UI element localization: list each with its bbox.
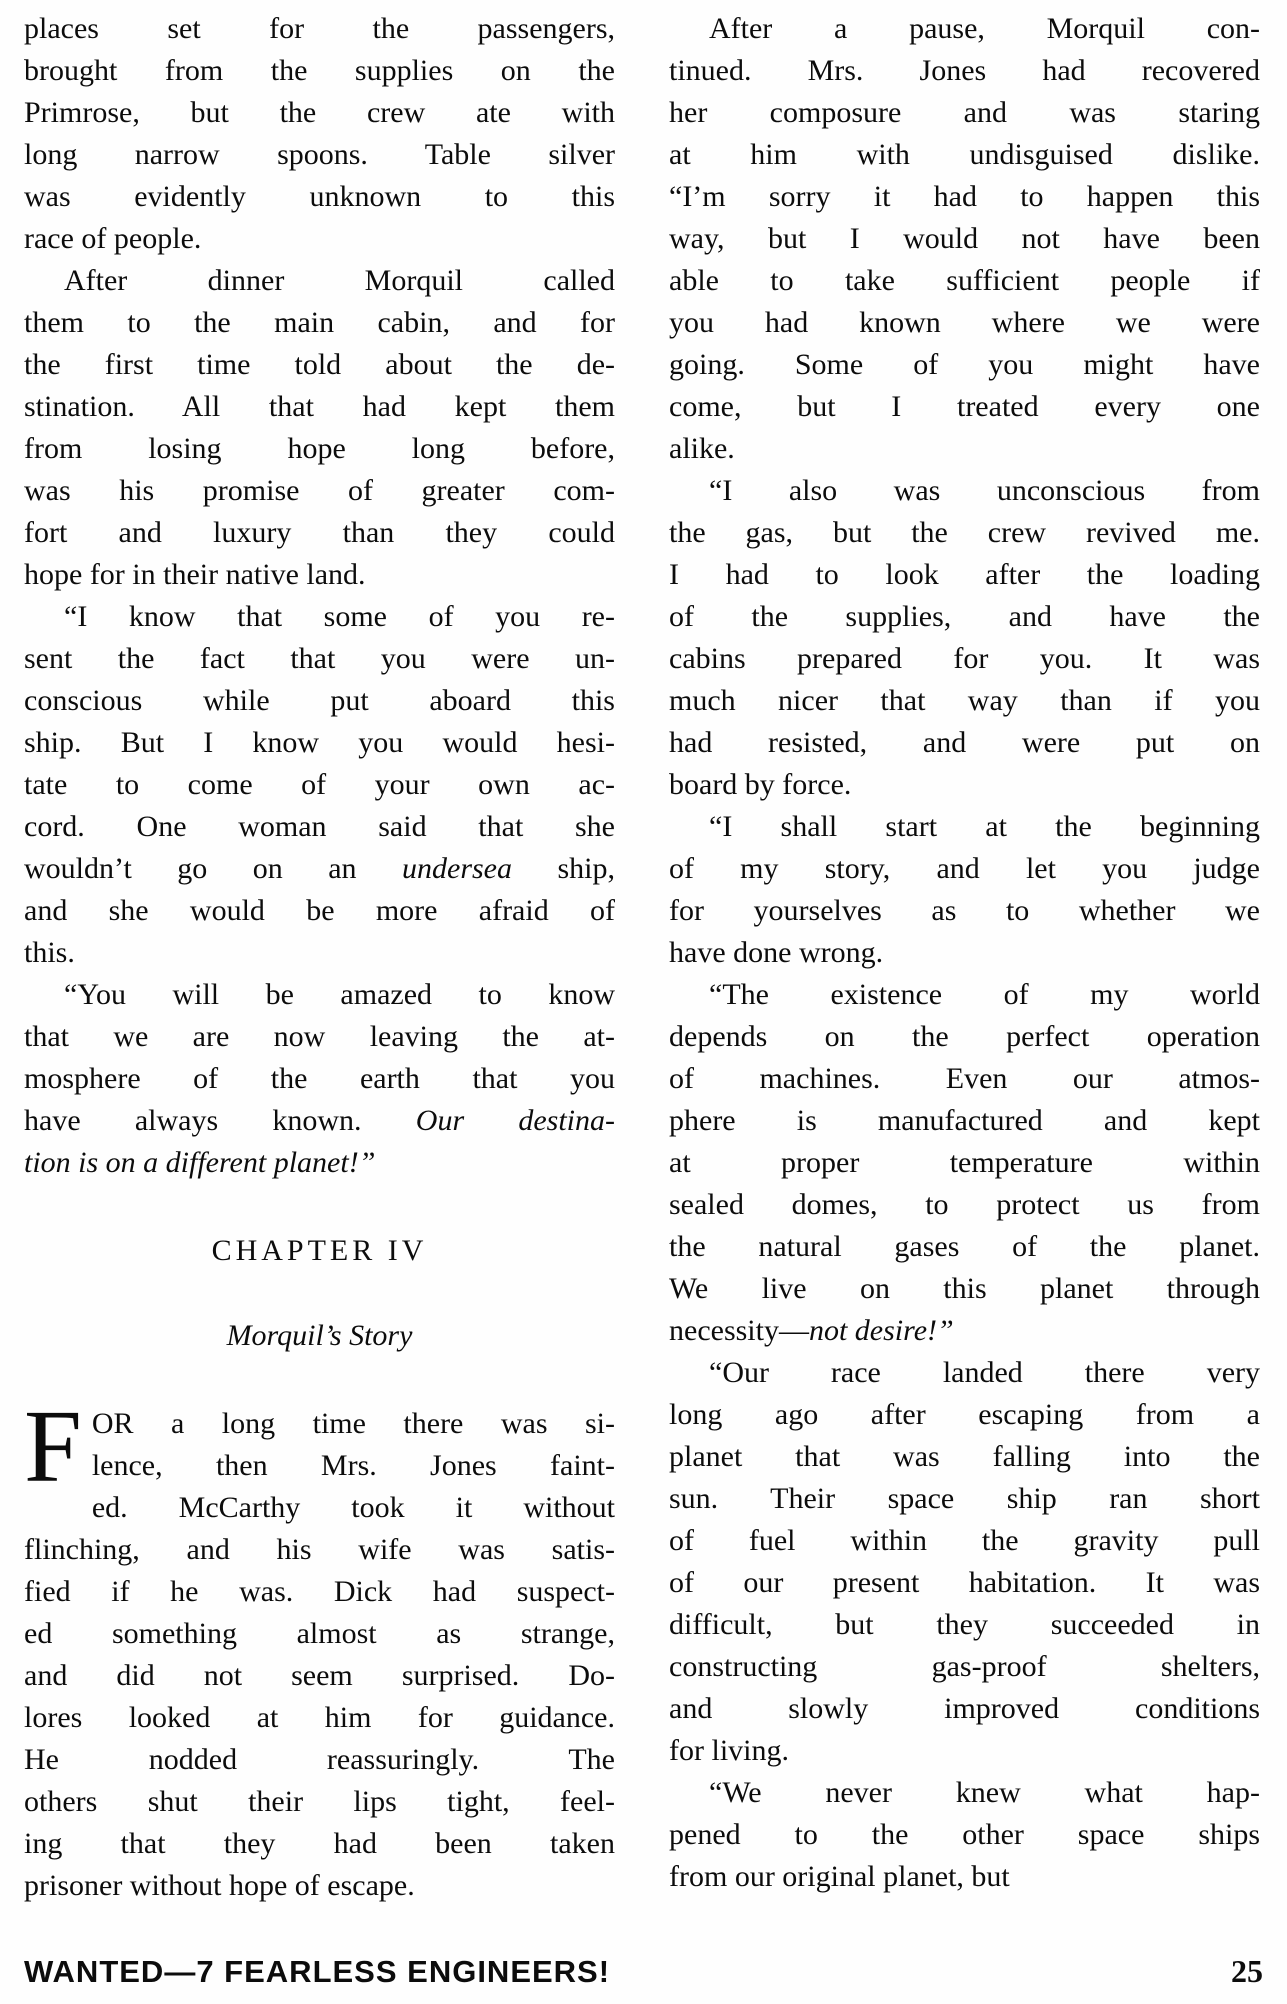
text-line: of the supplies, and have the [669, 600, 1260, 633]
text-line: cord. One woman said that she [24, 810, 615, 843]
running-footer [24, 1953, 1263, 1990]
text-line: had resisted, and were put on [669, 726, 1260, 759]
text-line: of my story, and let you judge [669, 852, 1260, 885]
text-line: much nicer that way than if you [669, 684, 1260, 717]
text-line: “I’m sorry it had to happen this [669, 180, 1260, 213]
paragraph [24, 596, 615, 974]
text-line: After dinner Morquil called [64, 264, 615, 297]
text-line: flinching, and his wife was satis- [24, 1533, 615, 1566]
paragraph [669, 8, 1260, 470]
text-line: stination. All that had kept them [24, 390, 615, 423]
text-line: of fuel within the gravity pull [669, 1524, 1260, 1557]
drop-cap: F [24, 1389, 82, 1504]
paragraph [669, 1772, 1260, 1898]
text-line: ed. McCarthy took it without [91, 1491, 615, 1524]
text-line: tinued. Mrs. Jones had recovered [669, 54, 1260, 87]
text-line: alike. [669, 432, 735, 465]
text-line: for living. [669, 1734, 789, 1767]
text-line: you had known where we were [669, 306, 1260, 339]
text-line: prisoner without hope of escape. [24, 1869, 415, 1902]
text-line: cabins prepared for you. It was [669, 642, 1260, 675]
text-line: long ago after escaping from a [669, 1398, 1260, 1431]
text-line: this. [24, 936, 75, 969]
text-line: phere is manufactured and kept [669, 1104, 1260, 1137]
text-line: ing that they had been taken [24, 1827, 615, 1860]
text-line: “I shall start at the beginning [709, 810, 1260, 843]
right-column [669, 8, 1260, 1907]
text-line: planet that was falling into the [669, 1440, 1260, 1473]
text-line: OR a long time there was si- [91, 1407, 615, 1440]
text-line: lence, then Mrs. Jones faint- [91, 1449, 615, 1482]
text-line: “I know that some of you re- [64, 600, 615, 633]
text-line: come, but I treated every one [669, 390, 1260, 423]
text-line: the gas, but the crew revived me. [669, 516, 1260, 549]
text-line: necessity—not desire!” [669, 1314, 954, 1347]
text-line: and she would be more afraid of [24, 894, 615, 927]
paragraph [24, 260, 615, 596]
paragraph [669, 470, 1260, 806]
text-line: sent the fact that you were un- [24, 642, 615, 675]
text-line: them to the main cabin, and for [24, 306, 615, 339]
text-line: was his promise of greater com- [24, 474, 615, 507]
text-line: at him with undisguised dislike. [669, 138, 1260, 171]
text-line: pened to the other space ships [669, 1818, 1260, 1851]
text-line: from our original planet, but [669, 1860, 1010, 1893]
text-line: “You will be amazed to know [64, 978, 615, 1011]
text-line: lores looked at him for guidance. [24, 1701, 615, 1734]
page-number: 25 [1231, 1953, 1263, 1989]
text-line: “I also was unconscious from [709, 474, 1260, 507]
text-line: way, but I would not have been [669, 222, 1260, 255]
text-line: fied if he was. Dick had suspect- [24, 1575, 615, 1608]
text-line: wouldn’t go on an undersea ship, [24, 852, 615, 885]
text-line: ed something almost as strange, [24, 1617, 615, 1650]
text-line: was evidently unknown to this [24, 180, 615, 213]
text-line: constructing gas-proof shelters, [669, 1650, 1260, 1683]
text-line: have done wrong. [669, 936, 884, 969]
text-line: “Our race landed there very [709, 1356, 1260, 1389]
paragraph [24, 8, 615, 260]
text-line: long narrow spoons. Table silver [24, 138, 615, 171]
text-line: for yourselves as to whether we [669, 894, 1260, 927]
text-line: mosphere of the earth that you [24, 1062, 615, 1095]
footer-title: WANTED—7 FEARLESS ENGINEERS! [24, 1954, 611, 1989]
text-line: able to take sufficient people if [669, 264, 1260, 297]
text-line: He nodded reassuringly. The [24, 1743, 615, 1776]
paragraph [24, 1389, 615, 1907]
text-line: difficult, but they succeeded in [669, 1608, 1260, 1641]
text-line: ship. But I know you would hesi- [24, 726, 615, 759]
section-subtitle: Morquil’s Story [226, 1319, 413, 1352]
text-line: “The existence of my world [709, 978, 1260, 1011]
text-line: at proper temperature within [669, 1146, 1260, 1179]
text-line: have always known. Our destina- [24, 1104, 615, 1137]
text-line: We live on this planet through [669, 1272, 1260, 1305]
text-line: race of people. [24, 222, 202, 255]
text-line: from losing hope long before, [24, 432, 615, 465]
text-line: sealed domes, to protect us from [669, 1188, 1260, 1221]
text-line: hope for in their native land. [24, 558, 366, 591]
text-line: others shut their lips tight, feel- [24, 1785, 615, 1818]
text-line: the natural gases of the planet. [669, 1230, 1260, 1263]
text-line: Primrose, but the crew ate with [24, 96, 615, 129]
text-line: going. Some of you might have [669, 348, 1260, 381]
text-line: that we are now leaving the at- [24, 1020, 615, 1053]
text-line: After a pause, Morquil con- [709, 12, 1260, 45]
text-line: brought from the supplies on the [24, 54, 615, 87]
text-line: places set for the passengers, [24, 12, 615, 45]
text-line: depends on the perfect operation [669, 1020, 1260, 1053]
text-line: board by force. [669, 768, 852, 801]
paragraph [669, 974, 1260, 1352]
text-line: tion is on a different planet!” [24, 1146, 376, 1179]
text-line: and slowly improved conditions [669, 1692, 1260, 1725]
chapter-heading: CHAPTER IV [211, 1234, 428, 1267]
text-line: fort and luxury than they could [24, 516, 615, 549]
text-line: tate to come of your own ac- [24, 768, 615, 801]
left-column [24, 8, 615, 1907]
text-line: of machines. Even our atmos- [669, 1062, 1260, 1095]
text-line: sun. Their space ship ran short [669, 1482, 1260, 1515]
text-line: of our present habitation. It was [669, 1566, 1260, 1599]
paragraph [669, 1352, 1260, 1772]
text-line: I had to look after the loading [669, 558, 1260, 591]
text-line: and did not seem surprised. Do- [24, 1659, 615, 1692]
text-line: conscious while put aboard this [24, 684, 615, 717]
text-line: the first time told about the de- [24, 348, 615, 381]
text-line: “We never knew what hap- [709, 1776, 1260, 1809]
paragraph [24, 974, 615, 1184]
text-line: her composure and was staring [669, 96, 1260, 129]
paragraph [669, 806, 1260, 974]
